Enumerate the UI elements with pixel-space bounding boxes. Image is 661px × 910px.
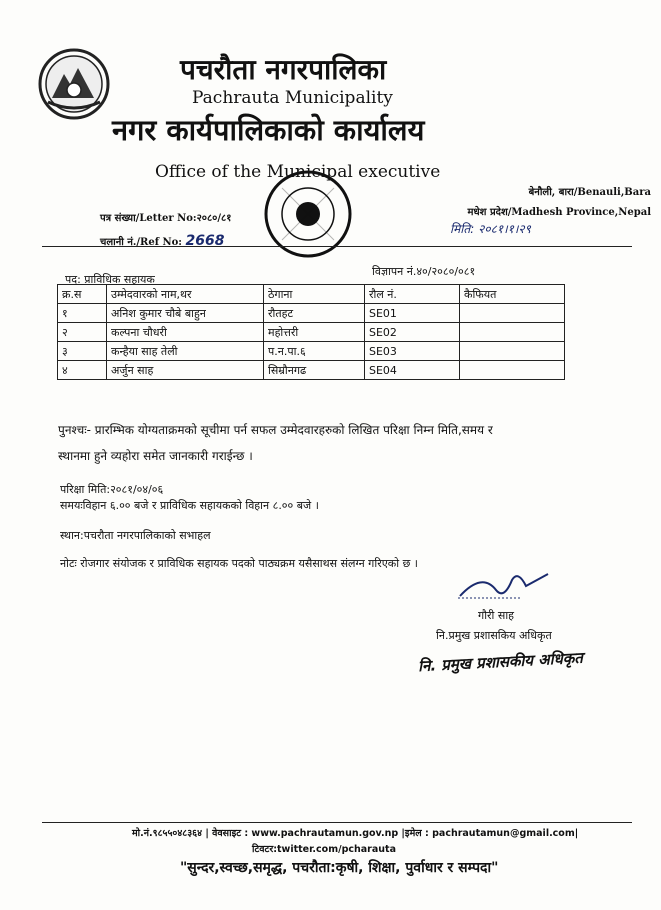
exam-time: समयःविहान ६.०० बजे र प्राविधिक सहायकको विहान ८.०० बजे ।	[60, 499, 319, 512]
header-address: ठेगाना	[264, 285, 365, 304]
candidate-table	[57, 284, 565, 380]
cell-address: रौतहट	[264, 304, 365, 323]
header-divider	[42, 246, 632, 247]
ref-value: 2668	[185, 233, 225, 249]
cell-roll: SE03	[365, 342, 460, 361]
table-row	[58, 361, 565, 380]
signatory-name: गौरी साह	[478, 609, 515, 622]
footer-divider	[42, 822, 632, 823]
cell-remarks	[460, 361, 565, 380]
cell-serial: ४	[58, 361, 107, 380]
date-value: २०८१।१।२९	[478, 222, 531, 236]
designation-stamp: नि. प्रमुख प्रशासकीय अधिकृत	[417, 648, 584, 676]
nepal-emblem-icon	[38, 48, 110, 120]
footer-contact: मो.नं.९८५५०४८३६४ | वेवसाइट : www.pachrautamun.gov.np |इमेल : pachrautamun@gmail.com|	[132, 828, 579, 839]
header-name: उम्मेदवारको नाम,थर	[107, 285, 264, 304]
issue-date	[450, 220, 531, 237]
date-label: मिति:	[450, 222, 475, 236]
signature-icon	[452, 568, 552, 604]
table-row	[58, 304, 565, 323]
notice-body	[58, 420, 618, 466]
cell-serial: १	[58, 304, 107, 323]
office-name-np: नगर कार्यपालिकाको कार्यालय	[112, 113, 425, 147]
cell-roll: SE01	[365, 304, 460, 323]
cell-name: कल्पना चौधरी	[107, 323, 264, 342]
header-remarks: कैफियत	[460, 285, 565, 304]
exam-venue: स्थान:पचरौता नगरपालिकाको सभाहल	[60, 529, 211, 542]
notice-paragraph-1: पुनश्चः- प्रारम्भिक योग्यताक्रमको सूचीमा पर्न सफल उम्मेदवारहरुको लिखित परिक्षा निम्न मिति,समय र	[58, 423, 493, 437]
cell-address: प.न.पा.६	[264, 342, 365, 361]
cell-remarks	[460, 323, 565, 342]
address-province: मधेश प्रदेश/Madhesh Province,Nepal	[467, 207, 651, 218]
header-roll: रौल नं.	[365, 285, 460, 304]
notice-paragraph-2: स्थानमा हुने व्यहोरा समेत जानकारी गराईन्छ ।	[58, 449, 253, 463]
cell-remarks	[460, 304, 565, 323]
note-text: नोटः रोजगार संयोजक र प्राविधिक सहायक पदको पाठ्यक्रम यसैसाथस संलग्न गरिएको छ ।	[60, 557, 418, 570]
cell-roll: SE02	[365, 323, 460, 342]
post-title: पद: प्राविधिक सहायक	[65, 273, 155, 286]
cell-serial: ३	[58, 342, 107, 361]
footer-twitter: टिवटर:twitter.com/pcharauta	[252, 844, 396, 855]
footer-motto: "सुन्दर,स्वच्छ,समृद्ध, पचरौता:कृषी, शिक्षा, पुर्वाधार र सम्पदा"	[180, 860, 499, 876]
signatory-title: नि.प्रमुख प्रशासकिय अधिकृत	[436, 629, 552, 642]
exam-date: परिक्षा मिति:२०८१/०४/०६	[60, 483, 164, 496]
municipality-name-np: पचरौता नगरपालिका	[180, 53, 387, 86]
cell-name: अर्जुन साह	[107, 361, 264, 380]
cell-address: सिम्रौनगढ	[264, 361, 365, 380]
office-name-en: Office of the Municipal executive	[155, 162, 441, 182]
table-header-row	[58, 285, 565, 304]
cell-name: कन्हैया साह तेली	[107, 342, 264, 361]
cell-address: महोत्तरी	[264, 323, 365, 342]
cell-name: अनिश कुमार चौबे बाहुन	[107, 304, 264, 323]
advertisement-number: विज्ञापन नं.४०/२०८०/०८१	[372, 265, 476, 278]
table-row	[58, 323, 565, 342]
address-city: बेनौली, बारा/Benauli,Bara	[528, 187, 651, 198]
ref-label: चलानी नं./Ref No:	[100, 237, 182, 248]
municipality-name-en: Pachrauta Municipality	[192, 88, 393, 108]
letter-number: पत्र संख्या/Letter No:२०८०/८१	[100, 213, 232, 224]
cell-serial: २	[58, 323, 107, 342]
cell-remarks	[460, 342, 565, 361]
cell-roll: SE04	[365, 361, 460, 380]
table-row	[58, 342, 565, 361]
header-serial: क्र.स	[58, 285, 107, 304]
